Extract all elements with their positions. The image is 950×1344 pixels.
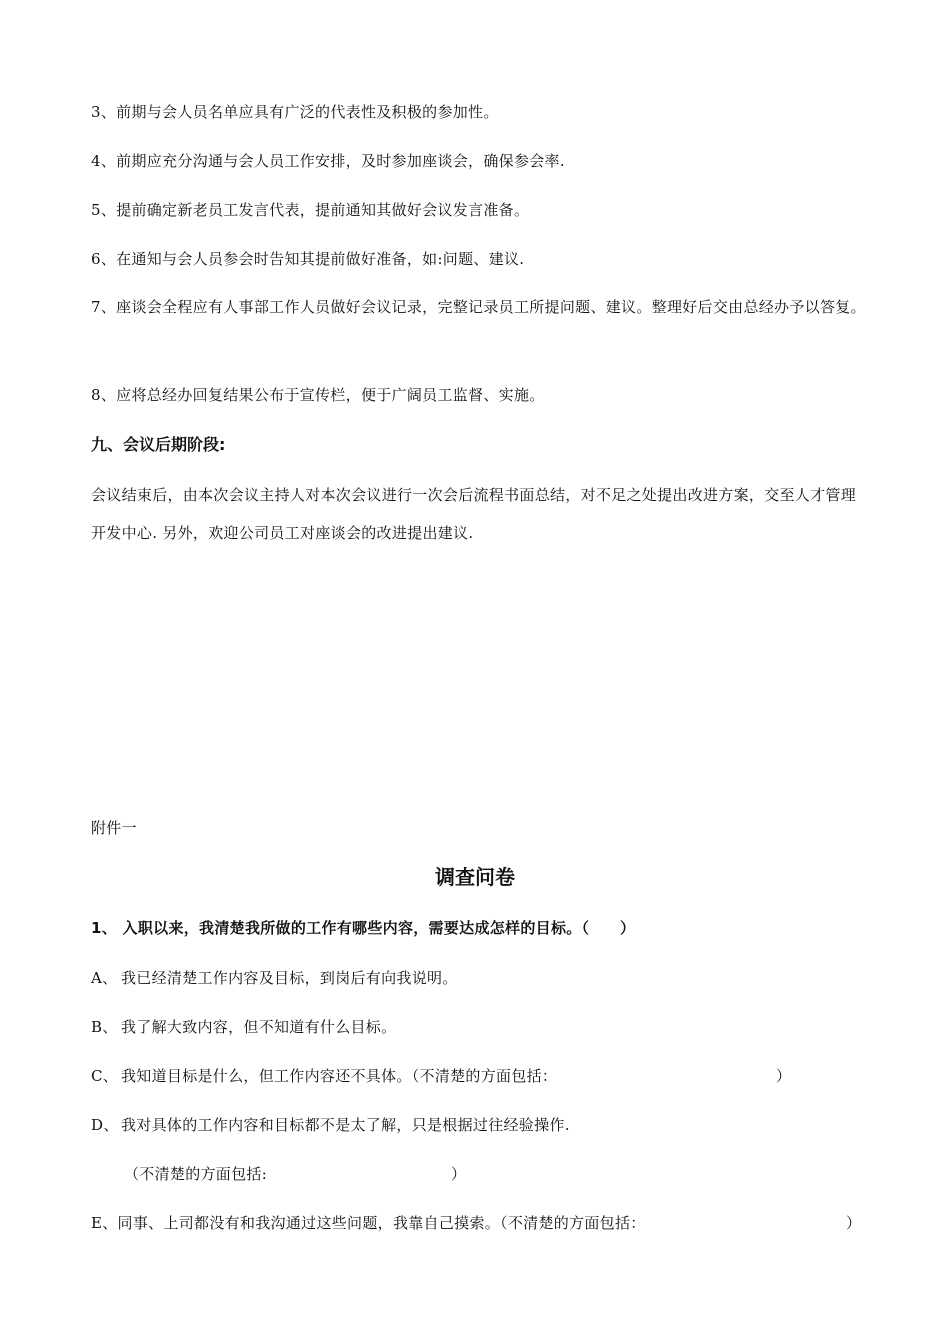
option-a-text: 我已经清楚工作内容及目标，到岗后有向我说明。: [121, 969, 458, 987]
option-b-text: 我了解大致内容，但不知道有什么目标。: [121, 1018, 397, 1036]
section-9-body: 会议结束后，由本次会议主持人对本次会议进行一次会后流程书面总结，对不足之处提出改进方案，交至人才管理开发中心. 另外，欢迎公司员工对座谈会的改进提出建议.: [91, 486, 857, 542]
survey-title: 调查问卷: [435, 865, 515, 889]
rule-item-3: 3、前期与会人员名单应具有广泛的代表性及积极的参加性。: [91, 103, 499, 121]
option-a-letter: A、: [91, 969, 118, 987]
rule-item-8: 8、应将总经办回复结果公布于宣传栏，便于广阔员工监督、实施。: [91, 386, 545, 404]
option-d-letter: D、: [91, 1116, 119, 1134]
option-e: E、同事、上司都没有和我沟通过这些问题，我靠自己摸索。（不清楚的方面包括：: [91, 1214, 646, 1232]
option-b-letter: B、: [91, 1018, 118, 1036]
option-c-letter: C、: [91, 1067, 119, 1085]
rule-item-6: 6、在通知与会人员参会时告知其提前做好准备，如:问题、建议.: [91, 250, 525, 268]
section-9-heading: 九、会议后期阶段:: [91, 435, 226, 454]
option-d-text: 我对具体的工作内容和目标都不是太了解，只是根据过往经验操作.: [121, 1116, 570, 1134]
option-c-text: 我知道目标是什么，但工作内容还不具体。（不清楚的方面包括：: [121, 1067, 558, 1085]
option-d-sub: （不清楚的方面包括:: [124, 1165, 268, 1183]
option-c: [91, 1066, 557, 1086]
attachment-label: 附件一: [91, 819, 137, 837]
option-d: [91, 1115, 570, 1135]
question-1: 1、 入职以来，我清楚我所做的工作有哪些内容，需要达成怎样的目标。（ ）: [91, 919, 636, 937]
option-c-close-paren: ）: [776, 1067, 792, 1085]
option-e-close-paren: ）: [846, 1214, 862, 1232]
rule-item-7: 7、座谈会全程应有人事部工作人员做好会议记录，完整记录员工所提问题、建议。整理好后交由总经办予以答复。: [91, 298, 866, 316]
rule-item-5: 5、提前确定新老员工发言代表，提前通知其做好会议发言准备。: [91, 201, 530, 219]
option-b: [91, 1017, 396, 1037]
rule-item-4: 4、前期应充分沟通与会人员工作安排，及时参加座谈会，确保参会率.: [91, 152, 565, 170]
option-d-sub-close-paren: ）: [451, 1165, 467, 1183]
option-a: [91, 968, 458, 988]
